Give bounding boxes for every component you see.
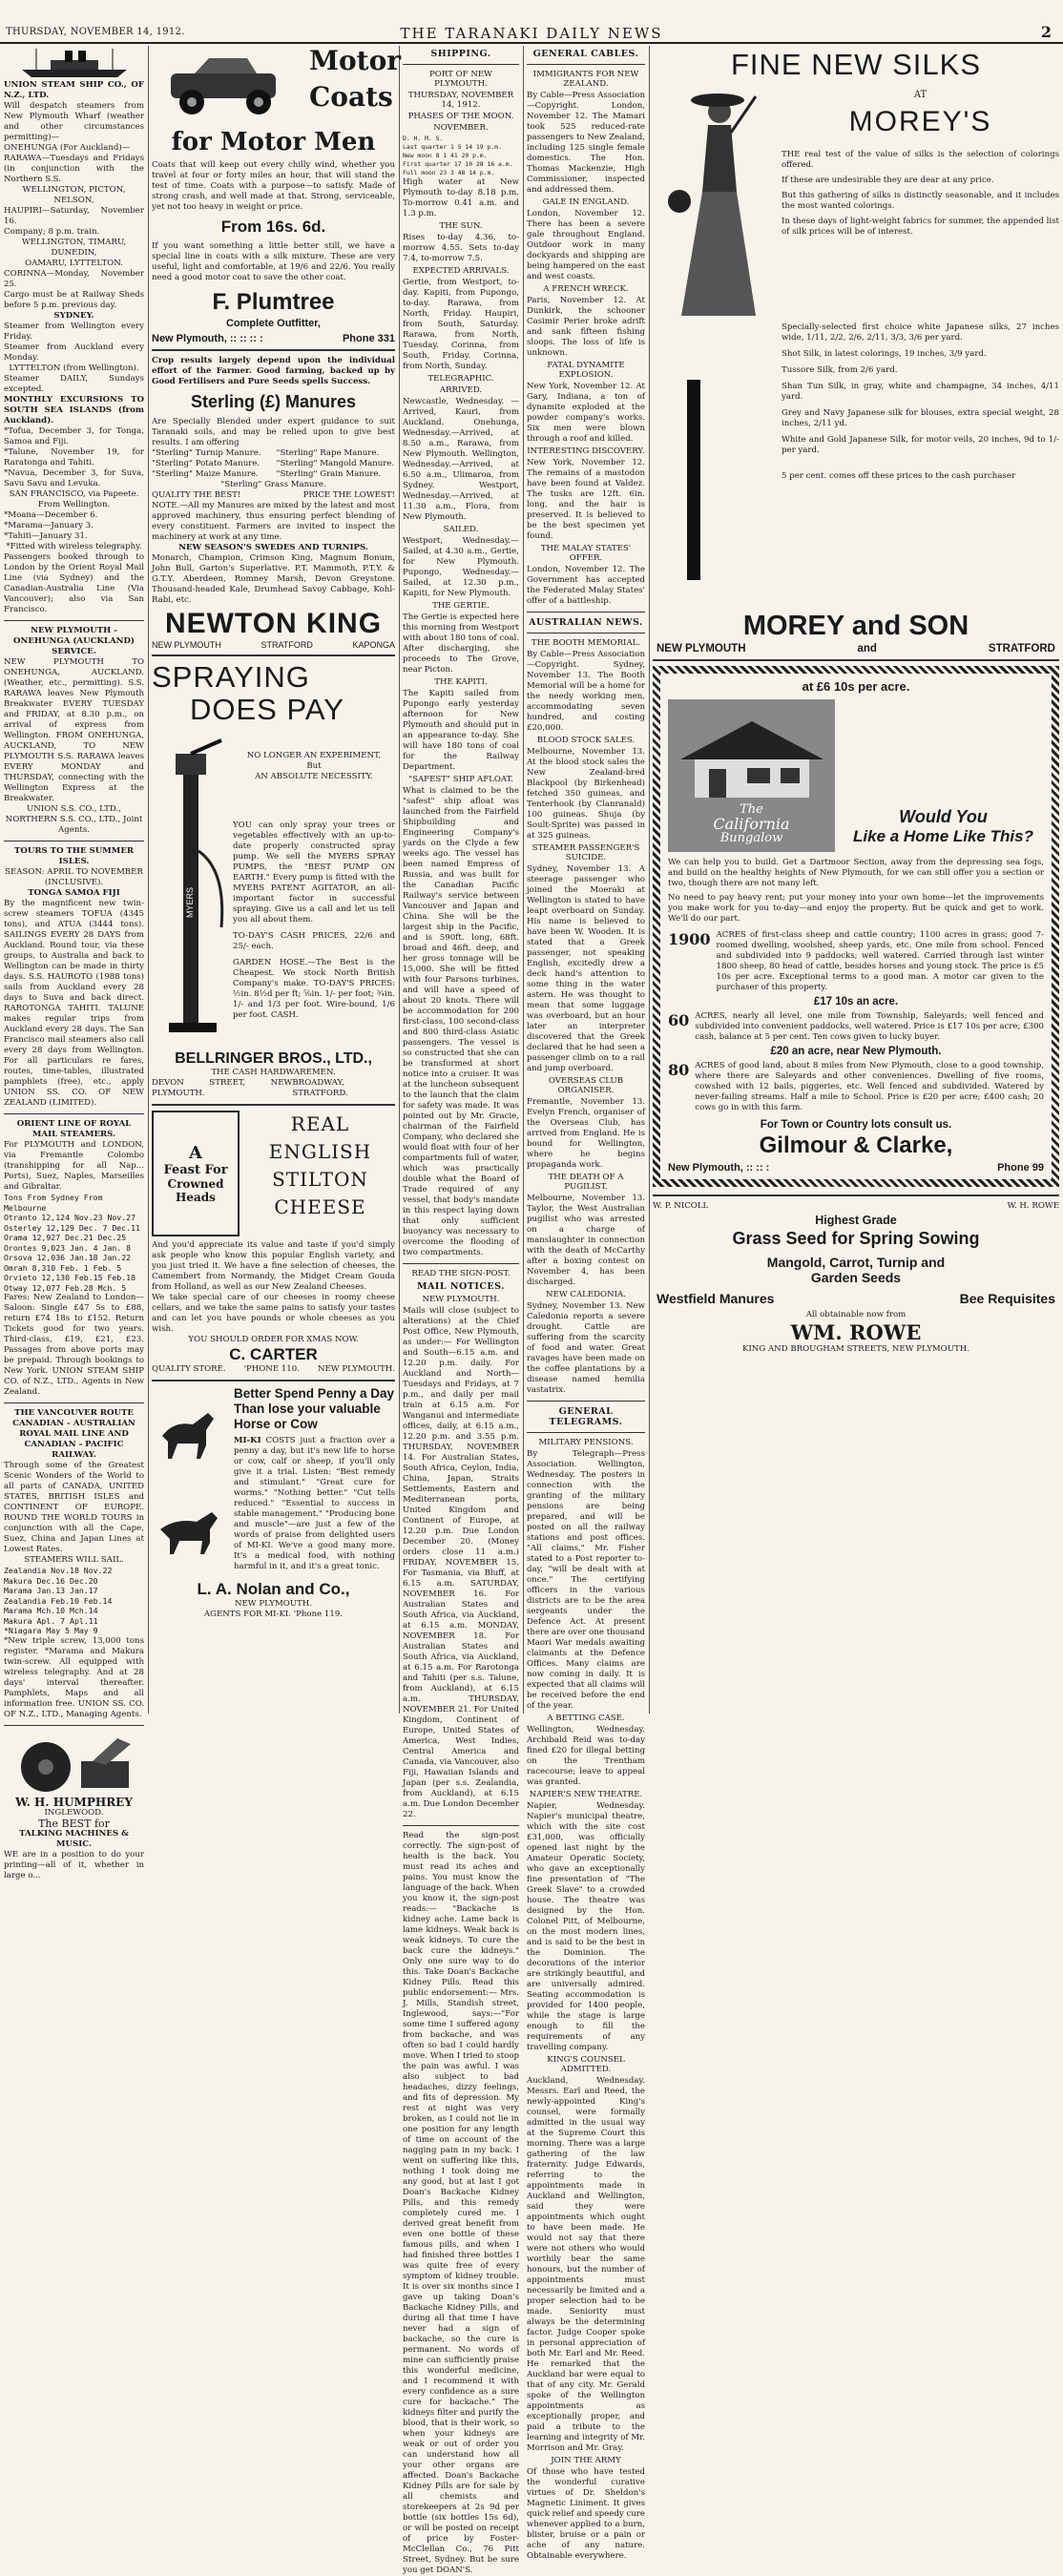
telegram-heading: A BETTING CASE. xyxy=(547,1714,625,1723)
plumtree-phone: Phone 331 xyxy=(342,333,395,344)
sterling-quality: QUALITY THE BEST! xyxy=(152,490,241,500)
town-label: STRATFORD xyxy=(988,643,1055,654)
plumtree-name: F. Plumtree xyxy=(212,289,335,315)
gertie-heading: THE GERTIE. xyxy=(432,601,490,611)
mail-text: Mails will close (subject to alterations) at the Chief Post Office, New Plymouth, as under:— For Wellington and South—6.15 a.m. and 12.20 p.m. daily. For Auckland and North—Tuesdays and Fridays, at 7 p.m., and daily per mail train at 6.15 a.m. For Wanganui and intermediate offices, daily, at 6.15 a.m., 12.20 p.m. and 3.55 p.m. THURSDAY, NOVEMBER 14. For Australian States, South Africa, Ceylon, India, China, Japan, Straits Settlements, Eastern and Mediterranean ports, United Kingdom and Continent of Europe, at 12.20 p.m. Due London December 20. (Money orders close 11 a.m.) FRIDAY, NOVEMBER 15. For Tasmania, via Bluff, at 6.15 a.m. SATURDAY, NOVEMBER 16. For Australian States and South Africa, via Auckland, at 6.15 a.m. MONDAY, NOVEMBER 18. For Australian States and South Africa, via Auckland, at 6.15 a.m. For Rarotonga and Tahiti (per s.s. Talune, from Auckland), at 6.15 a.m. THURSDAY, NOVEMBER 21. For United Kingdom, Continent of Europe, United States of America, West Indies, Central America and Canada, via Vancouver, also Fiji, Hawaiian Islands and Japan (per s.s. Zealandia, from Auckland), at 6.15 a.m. Due London December 22. xyxy=(403,1306,519,1819)
footer-label: NEW PLYMOUTH. xyxy=(317,1364,395,1374)
stilton-heading-3: STILTON xyxy=(272,1168,368,1191)
footer-label: QUALITY STORE. xyxy=(152,1364,226,1374)
steamship-icon xyxy=(4,46,144,80)
lot-text: ACRES of first-class sheep and cattle country; 1100 acres in grass; good 7-roomed dwelling, woolshed, sheep yards, etc. One mile from school. Fenced and subdivided into 9 paddocks; well watered. Carried through last winter 1800 sheep, 80 head of cattle, besides horses and young stock. The price is £5 10s per acre. Exceptional terms to a good man. A motor car given to the purchaser of this property. xyxy=(716,930,1044,992)
spraying-body: YOU can only spray your trees or vegetables effectively with an up-to-date properly constructed spray pump. We sell the MYERS SPRAY PUMPS, the "BEST PUMP ON EARTH." Every pump is fitted with the MYERS PATENT AGITATOR, an all-important factor in successful spraying. Give us a call and let us tell you all about them. xyxy=(233,821,395,924)
kapiti-heading: THE KAPITI. xyxy=(434,677,488,687)
silks-heading: FINE NEW SILKS xyxy=(730,48,982,81)
telegram-text: Napier, Wednesday. Napier's municipal theatre, which with the site cost £31,000, was officially opened last night by the Amateur Operatic Society, who gave an exceptionally fine presentation of "The Greek Slave" to a crowded house. The theatre was designed by the Hon. Colonel Pitt, of Melbourne, on the most modern lines, and is said to be the best in the Dominion. The decorations of the interior are strikingly beautiful, and are universally admired. Seating accommodation is provided for 1400 people, while the stage is large enough to fill the requirements of any travelling company. xyxy=(527,1801,645,2052)
sun-text: Rises to-day 4.36, to-morrow 4.55. Sets to-day 7.4, to-morrow 7.5. xyxy=(403,233,519,263)
arrived-heading: ARRIVED. xyxy=(439,385,483,395)
table-row: *Niagara May 5 May 9 xyxy=(4,1626,98,1635)
rowe-label: W. H. ROWE xyxy=(1007,1201,1059,1211)
mail-subheading: NEW PLYMOUTH. xyxy=(422,1295,500,1304)
masthead xyxy=(0,0,1063,44)
rowe-bee: Bee Requisites xyxy=(959,1291,1055,1306)
aus-text: Sydney, November 13. New Caledonia reports a severe drought. Cattle are suffering from the scarcity of food and water. Great ravages have been made on the coffee plantations by a disease named hemilia vastatrix. xyxy=(527,1301,645,1395)
motor-heading-3: for Motor Men xyxy=(171,128,376,156)
uss-line: RARAWA—Tuesdays and Fridays (in conjunction with the Northern S.S. xyxy=(4,154,144,184)
sterling-price: PRICE THE LOWEST! xyxy=(302,490,395,500)
kapiti-text: The Kapiti sailed from Pupongo early yesterday afternoon for New Plymouth and should put in an appearance to-day. She will have 180 tons of coal for the Railway Department. xyxy=(403,689,519,772)
sterling-lead: Crop results largely depend upon the individual effort of the Farmer. Good farming, backed up by Good Fertilisers and Pure Seeds spells Success. xyxy=(152,356,395,386)
uss-line: SAN FRANCISCO, via Papeete. xyxy=(9,489,139,499)
address-label: BROADWAY, STRATFORD. xyxy=(292,1078,348,1098)
table-row: Orama 12,927 Dec.21 Dec.25 xyxy=(4,1233,127,1242)
motor-body-2: If you want something a little better still, we have a special line in coats with a silk mixture. These are very useful, light and comfortable, at 19/6 and 22/6. You really need a good motor coat to save the other coat. xyxy=(152,241,395,282)
table-row: First quarter 17 10 28 16 a.m. xyxy=(403,160,513,168)
table-row: Orsova 12,036 Jan.18 Jan.22 xyxy=(4,1253,132,1262)
uss-line: Steamer from Wellington every Friday. xyxy=(4,322,144,342)
sterling-title: Sterling (£) Manures xyxy=(190,392,357,411)
list-item: "Sterling" Grain Manure. xyxy=(276,469,382,479)
spraying-tag-1: NO LONGER AN EXPERIMENT, xyxy=(246,751,382,760)
cable-heading: GALE IN ENGLAND. xyxy=(542,197,630,207)
town-label: NEW PLYMOUTH xyxy=(657,643,746,654)
lot-text: ACRES of good land, about 8 miles from New Plymouth, close to a good township, where there are Saleyards and other conveniences. Dwelling of five rooms, cowshed with 12 bails, piggeries, etc. Well fenced and subdivided. Watered by never-failing streams. Half a mile to School. Price is £20 per acre; £400 cash; 20 cows go in with this farm. xyxy=(695,1061,1044,1112)
table-row: Orvieto 12,130 Feb.15 Feb.18 xyxy=(4,1273,136,1282)
address-label: DEVON STREET, NEW PLYMOUTH. xyxy=(152,1078,293,1098)
humphrey-town: INGLEWOOD. xyxy=(44,1807,104,1818)
sterling-swedes: NEW SEASON'S SWEDES AND TURNIPS. xyxy=(178,543,368,552)
telegram-heading: JOIN THE ARMY xyxy=(551,2456,621,2465)
column-display-ads xyxy=(653,46,1059,1714)
lot-number: 1900 xyxy=(668,930,711,948)
telegram-text: Auckland, Wednesday. Messrs. Earl and Reed, the newly-appointed King's counsel, were formally admitted in the usual way at the Supreme Court this morning. There was a large gathering of the law fraternity. Judge Edwards, referring to the appointments made in Auckland and Wellington, said they were appointments which ought to have been made. He would not say that there were not others who would worthily bear the same honours, but the number of appointments must necessarily be limited and a proper selection had to be made. Seniority must always be the determining factor. Judge Cooper spoke in personal appreciation of both Mr. Earl and Mr. Reed. He remarked that the Auckland bar were equal to that of any city. Mr. Gerald spoke of the Wellington appointments as exceptionally proper, and paid a tribute to the learning and integrity of Mr. Morrison and Mr. Gray. xyxy=(527,2076,646,2453)
uss-line: Cargo must be at Railway Sheds before 5 p.m. previous day. xyxy=(4,290,144,310)
table-row: Otway 12,077 Feb.28 Mch. 5 xyxy=(4,1282,127,1293)
signpost-heading: READ THE SIGN-POST. xyxy=(411,1269,511,1278)
gilmour-clarke-name: Gilmour & Clarke, xyxy=(759,1132,953,1158)
uss-body: Will despatch steamers from New Plymouth Wharf (weather and other circumstances permitting)— xyxy=(4,101,144,142)
decorative-bar xyxy=(687,380,700,580)
motor-body: Coats that will keep out every chilly wind, whether you travel at four or forty miles an hour, that will stand the test of time. Coats with a purpose—to satisfy. Made of strong crash, and well made at that. Strong, serviceable, yet not too heavy in weight or price. xyxy=(152,160,395,212)
cable-heading: INTERESTING DISCOVERY. xyxy=(527,447,645,456)
bungalow-question-1: Would You xyxy=(899,807,988,826)
uss-line: MONTHLY EXCURSIONS TO SOUTH SEA ISLANDS (from Auckland). xyxy=(4,395,144,426)
uss-line: WELLINGTON, PICTON, NELSON, xyxy=(22,185,126,205)
town-country-lots: For Town or Country lots consult us. xyxy=(760,1119,952,1131)
table-row: Marama Jan.13 Jan.17 xyxy=(4,1586,98,1595)
uss-line: Steamer DAILY, Sundays excepted. xyxy=(4,374,144,394)
column-shipping-news xyxy=(403,46,519,2575)
sterling-body: Are Specially Blended under expert guidance to suit Taranaki soils, and may be relied upon to give best results. I am offering xyxy=(152,417,395,447)
rowe-manures: Westfield Manures xyxy=(657,1291,775,1306)
table-row: Otranto 12,124 Nov.23 Nov.27 xyxy=(4,1213,136,1222)
sailed-text: Westport, Wednesday.—Sailed, at 4.30 a.m., Gertie, for New Plymouth. Pupongo, Wednesday.—Sailed, at 12.30 p.m., Kapiti, for New Plymouth. xyxy=(403,536,519,598)
aus-text: Fremantle, November 13. Evelyn French, organiser of the Overseas Club, has arrived from England. He is bound for Wellington, where he begins propaganda work. xyxy=(527,1097,645,1170)
silk-price-item: Tussore Silk, from 2/6 yard. xyxy=(782,365,898,375)
silks-intro: THE real test of the value of silks is the selection of colorings offered. xyxy=(782,150,1059,170)
vancouver-body: Through some of the Greatest Scenic Wonders of the World to all parts of CANADA, UNITED STATES, BRITISH ISLES and CONTINENT OF EUROPE. ROUND THE WORLD TOURS in conjunction with all the Cape, Suez, China and Japan Lines at Lowest Rates. xyxy=(4,1461,144,1554)
gramophone-icon xyxy=(4,1731,144,1797)
sterling-seed-list: Monarch, Champion, Crimson King, Magnum Bonum, John Bull, Garton's Superlative. P.T. Mammoth, P.T.Y. & G.T.Y. Aberdeen, Romney Marsh, Devon Greystone. Thousand-headed Kale, Drumhead Savoy Cabbage, Kohl-Rabi, etc. xyxy=(152,553,395,605)
humphrey-best: The BEST for xyxy=(38,1817,110,1830)
safest-ship-text: What is claimed to be the "safest" ship afloat was launched from the Fairfield Shipbuilding and Engineering Company's yards on the Clyde a few weeks ago. The vessel has been named Empress of Russia, and was built for the Canadian Pacific Railway's service between Vancouver and Japan and China. She will be the largest ship in the Pacific, and is 590ft. long, 68ft. broad and 46ft. deep, and her gross tonnage will be 15,000. She will be fitted with four Parsons turbines, and will have a speed of about 20 knots. There will be accommodation for 200 first-class, 100 second-class and 800 third-class Asiatic passengers. The vessel is so constructed that she can be transformed at short notice into a cruiser. It was at the luncheon subsequent to the launch that the claim for safety was made. It was pointed out by Mr. Gracie, chairman of the Fairfield Company, who declared she would float with four of her compartments full of water, which was practically double what the Board of Trade required of any vessel, that body's mandate in this respect laying down that only sufficient buoyancy was necessary to overcome the flooding of two compartments. xyxy=(403,786,519,1257)
uss-title: UNION STEAM SHIP CO., OF N.Z., LTD. xyxy=(4,80,144,100)
uss-line: Steamer from Auckland every Monday. xyxy=(4,343,144,363)
uss-line: CORINNA—Monday, November 25. xyxy=(4,269,144,289)
humphrey-name: W. H. HUMPHREY xyxy=(15,1795,133,1809)
nolan-name: L. A. Nolan and Co., xyxy=(197,1580,350,1598)
list-item: "Sterling" Mangold Manure. xyxy=(276,459,395,468)
lot-number: 60 xyxy=(668,1011,690,1029)
onehunga-title: NEW PLYMOUTH - ONEHUNGA (AUCKLAND) SERVICE. xyxy=(13,626,135,656)
telegram-heading: KING'S COUNSEL ADMITTED. xyxy=(547,2055,625,2074)
column-cables xyxy=(527,46,646,2561)
silk-price-item: Grey and Navy Japanese silk for blouses, extra special weight, 28 inches, 2/11 yd. xyxy=(782,408,1059,428)
islands-season: SEASON: APRIL TO NOVEMBER (INCLUSIVE). xyxy=(5,867,143,887)
cash-discount: 5 per cent. comes off these prices to the cash purchaser xyxy=(782,471,1016,481)
table-row: Full moon 23 3 48 14 p.m. xyxy=(403,169,495,177)
illustration-text: Crowned Heads xyxy=(167,1177,224,1204)
rowe-name: WM. ROWE xyxy=(790,1320,922,1344)
miki-brand: MI-KI xyxy=(234,1436,261,1445)
orient-title: ORIENT LINE OF ROYAL MAIL STEAMERS. xyxy=(16,1119,132,1139)
miki-body: COSTS just a fraction over a penny a day, but it's new life to horse or cow, calf or sheep, if you'll only give it a trial. Listen: "Best remedy and stimulant." "Great cure for worms." "Nothing better." "Cut tells reduced." "Essential to success in stable management." "Producing bone and muscle"—are just a few of the words of praise from delighted users of MI-KI. We've a good many more. It's a medical food, with nothing harmful in it, and it's a great tonic. xyxy=(234,1436,395,1571)
stilton-heading-2: ENGLISH xyxy=(268,1140,372,1163)
motor-heading-1: Motor xyxy=(309,45,402,76)
tide-text: High water at New Plymouth to-day 8.18 p.m. To-morrow 0.41 a.m. and 1.3 p.m. xyxy=(403,177,519,218)
gilmour-phone: Phone 99 xyxy=(997,1162,1044,1174)
aus-heading: BLOOD STOCK SALES. xyxy=(536,736,636,745)
newspaper-title: THE TARANAKI DAILY NEWS xyxy=(400,25,663,42)
lot-number: 80 xyxy=(668,1061,690,1079)
footer-label: 'PHONE 110. xyxy=(243,1364,300,1374)
nolan-town: NEW PLYMOUTH. xyxy=(234,1599,312,1609)
orient-tail: Fares: New Zealand to London—Saloon: Single £47 5s to £88, return £74 18s to £152. Return Tickets good for two years. Third-class, £19, £21, £23. Passages from above ports may be prepaid. Through bookings to New York. UNION STEAM SHIP CO. of N.Z., LTD., Agents in New Zealand. xyxy=(4,1293,144,1397)
cable-text: London, November 12. The Government has accepted the Federated Malay States' offer of a battleship. xyxy=(527,565,645,606)
stilton-body: And you'd appreciate its value and taste if you'd simply ask people who know this popular English variety, and you just tried it. We have a fine selection of cheeses, the Camembert from Normandy, the Midget Cream Gouda from Holland, as well as our New Zealand Cheeses. xyxy=(152,1240,395,1292)
list-item: "Sterling" Potato Manure. xyxy=(152,459,261,468)
islands-title: TOURS TO THE SUMMER ISLES. xyxy=(13,846,135,866)
illustration-text: A xyxy=(189,1143,202,1163)
spraying-tag-3: AN ABSOLUTE NECESSITY. xyxy=(255,772,373,781)
town-label: STRATFORD xyxy=(261,640,313,650)
plumtree-town: New Plymouth, :: :: :: : xyxy=(152,333,263,344)
stilton-xmas: YOU SHOULD ORDER FOR XMAS NOW. xyxy=(188,1335,359,1344)
silk-price-item: White and Gold Japanese Silk, for motor veils, 20 inches, 9d to 1/- per yard. xyxy=(782,435,1059,455)
uss-line: From Wellington. xyxy=(37,500,111,509)
table-row: Omrah 8,310 Feb. 1 Feb. 5 xyxy=(4,1262,122,1273)
cable-heading: IMMIGRANTS FOR NEW ZEALAND. xyxy=(532,70,639,89)
aus-text: Sydney, November 13. A steerage passenger who joined the Moeraki at Wellington is stated to have leapt overboard on Sunday. His name is believed to have been W. Wooden. It is stated that a Greek passenger, not speaking English, excitedly drew a deck hand's attention to some thing in the water astern. He was thought to mean that some luggage was overboard, but an hour later an interpreter discovered that the Greek declared that he had seen a passenger climb on to a rail and jump overboard. xyxy=(527,864,645,1073)
newton-king-name: NEWTON KING xyxy=(164,608,383,639)
bungalow-question-2: Like a Home Like This? xyxy=(853,827,1033,845)
lady-illustration xyxy=(653,84,772,322)
list-item: "Sterling" Rape Manure. xyxy=(276,448,380,458)
horse-illustration xyxy=(152,1386,228,1577)
stilton-heading-1: REAL xyxy=(290,1112,350,1135)
motor-price: From 16s. 6d. xyxy=(220,218,326,236)
lot-price: £20 an acre, near New Plymouth. xyxy=(770,1046,942,1057)
spraying-heading-1: SPRAYING xyxy=(152,660,310,694)
expected-heading: EXPECTED ARRIVALS. xyxy=(412,266,510,276)
doans-advert-text: Read the sign-post correctly. The sign-post of health is the back. You must read its aches and pains. You must know the language of the back. When you know it, the sign-post reads:— "Backache is kidney ache. Lame back is lame kidneys. Weak back is weak kidneys. To cure the back cure the kidneys." Only one sure way to do this. Take Doan's Backache Kidney Pills. Read this public endorsement:— Mrs. J. Mills, Standish street, Inglewood, says:—"For some time I suffered agony from backache, and was often so bad I could hardly move. When I tried to stoop the pain was awful. I was also subject to bad headaches, dizzy feelings, and fits of depression. My rest at night was very broken, as I could not lie in one position for any length of time on account of the nagging pain in my back. I went on suffering like this, nothing I took doing me any good, but at last I got Doan's Backache Kidney Pills, and this remedy completely cured me. I derived great benefit from even one bottle of these famous pills, and when I had finished three bottles I was quite free of every symptom of kidney trouble. It is over six months since I gave up taking Doan's Backache Kidney Pills, and during all that time I have never had a sign of backache, so the cure is permanent. No words of mine can sufficiently praise this wonderful medicine, and I recommend it with every confidence as a sure cure for backache." The kidneys filter and purify the blood, that is their work, so when your kidneys are weak or out of order you can understand how all your other organs are affected. Doan's Backache Kidney Pills are for sale by all chemists and storekeepers at 2s 9d per bottle (six bottles 15s 6d), or will be posted on receipt of price by Foster-McClellan Co., 76 Pitt Street, Sydney. But be sure you get DOAN'S. xyxy=(403,1831,519,2575)
spraying-tag-2: But xyxy=(306,761,322,771)
uss-line: HAUPIRI—Saturday, November 16. xyxy=(4,206,144,226)
stilton-heading-4: CHEESE xyxy=(274,1195,366,1218)
cable-text: New York, November 12. The remains of a mastodon have been found at Valdez. The tusks are 12ft. 6in. long, and the hair is preserved. It is believed to be the best specimen yet found. xyxy=(527,458,645,541)
carter-name: C. CARTER xyxy=(229,1345,318,1363)
islands-body: By the magnificent new twin-screw steamers TOFUA (4345 tons), and ATUA (3444 tons). SAILINGS EVERY 28 DAYS from Auckland. Round tour, via these groups, to Australia and back to Wellington can be made in thirty days. S.S. HAUROTO (1988 tons) sails from Auckland every 28 days to Suva and back direct. RAROTONGA TAHITI. TALUNE makes regular trips from Auckland every 28 days. The San Francisco mail steamers also call every 28 days from Wellington. For all particulars re fares, routes, time-tables, illustrated pamphlets (free), etc., apply UNION SS. CO. OF NEW ZEALAND (LIMITED). xyxy=(4,899,144,1108)
list-item: "Sterling" Turnip Manure. xyxy=(152,448,261,458)
uss-line: *Talune, November 19, for Raratonga and Tahiti. xyxy=(4,447,144,467)
plumtree-sub: Complete Outfitter, xyxy=(225,318,321,329)
masthead-date: THURSDAY, NOVEMBER 14, 1912. xyxy=(6,27,185,37)
moon-table xyxy=(403,135,519,177)
table-row: Zealandia Feb.10 Feb.14 xyxy=(4,1595,113,1606)
uss-line: *Fitted with wireless telegraphy. xyxy=(6,542,142,551)
spray-pump-icon xyxy=(152,732,233,1047)
shipping-date: THURSDAY, NOVEMBER 14, 1912. xyxy=(407,91,514,110)
table-row: Last quarter 1 5 14 19 p.m. xyxy=(403,143,502,151)
rowe-heading-2: Grass Seed for Spring Sowing xyxy=(732,1229,980,1248)
town-label: and xyxy=(857,643,877,654)
uss-line: *Marama—January 3. xyxy=(4,521,94,530)
table-row: Marama Mch.10 Mch.14 xyxy=(4,1606,98,1615)
sterling-note: NOTE.—All my Manures are mixed by the latest and most approved machinery, thus ensuring perfect blending of every constituent. Farmers are invited to inspect the machinery at work at any time. xyxy=(152,501,395,542)
rowe-heading-3: Mangold, Carrot, Turnip and xyxy=(766,1255,946,1270)
table-row: Osterley 12,129 Dec. 7 Dec.11 xyxy=(4,1222,140,1233)
uss-line: LYTTELTON (from Wellington). xyxy=(9,364,139,373)
bellringer-name: BELLRINGER BROS., LTD., xyxy=(175,1050,372,1067)
mail-notices-heading: MAIL NOTICES. xyxy=(417,1281,505,1292)
uss-line: SYDNEY. xyxy=(53,311,94,321)
spraying-prices: TO-DAY'S CASH PRICES, 22/6 and 25/- each. xyxy=(233,931,395,951)
spraying-hose: GARDEN HOSE.—The Best is the Cheapest. We stock North British Company's make. TO-DAY'S PRICES: ½in. 8½d per ft; ⅝in. 1/- per foot; ¾in. 1/- and 1/3 per foot. Wire-bound, 1/6 per foot. CASH. xyxy=(233,958,395,1020)
rowe-address: KING AND BROUGHAM STREETS, NEW PLYMOUTH. xyxy=(742,1344,969,1354)
vancouver-tail: *New triple screw, 13,000 tons register. *Marama and Makura twin-screw. All equipped with wireless telegraphy. And at 28 days' interval thereafter. Pamphlets, Maps and all information free. UNION SS. CO. OF N.Z., LTD., Managing Agents. xyxy=(4,1635,144,1719)
australian-news-heading: AUSTRALIAN NEWS. xyxy=(529,617,643,628)
orient-table xyxy=(4,1193,144,1293)
humphrey-what: TALKING MACHINES & MUSIC. xyxy=(19,1828,129,1849)
port-heading: PORT OF NEW PLYMOUTH. xyxy=(429,70,492,89)
table-row: Makura Apl. 7 Apl.11 xyxy=(4,1615,98,1626)
cable-text: Paris, November 12. At Dunkirk, the schooner Casimir Perier broke adrift and sank fifteen fishing sloops. The loss of life is unknown. xyxy=(527,296,645,358)
uss-line: Passengers booked through to London by the Orient Royal Mail Line (via Sydney) and the Canadian-Australia Line (Via Vancouver); also via San Francisco. xyxy=(4,552,144,614)
moreys-name: MOREY'S xyxy=(848,106,992,137)
expected-text: Gertie, from Westport, to-day. Kapiti, from Pupongo, to-day. Rarawa, from North, Friday. Haupiri, from South, Saturday. Rarawa, from North, Tuesday. Corinna, from South, Friday. Corinna, from North, Sunday. xyxy=(403,278,519,371)
aus-text: By Cable—Press Association—Copyright. Sydney, November 13. The Booth Memorial will be a home for the needy working men, accommodating seven hundred, and costing £20,000. xyxy=(527,650,645,733)
vancouver-sub: STEAMERS WILL SAIL. xyxy=(24,1555,124,1565)
cables-heading: GENERAL CABLES. xyxy=(532,49,639,59)
gertie-text: The Gertie is expected here this morning from Westport with about 180 tons of coal. After discharging, she proceeds to The Grove, near Picton. xyxy=(403,613,519,675)
telegram-text: Wellington, Wednesday. Archibald Reid was to-day fined £20 for illegal betting on the Trentham racecourse; leave to appeal was granted. xyxy=(527,1725,645,1787)
list-item: "Sterling" Maize Manure. xyxy=(152,469,259,479)
page-number: 2 xyxy=(1040,23,1052,41)
bungalow-border xyxy=(653,666,1059,1187)
sailed-heading: SAILED. xyxy=(443,525,479,534)
nolan-footer: AGENTS FOR MI-KI. 'Phone 119. xyxy=(203,1610,344,1619)
cable-text: London, November 12. There has been a severe gale throughout England. Outdoor work in many dockyards and shipping are being hampered on the east and west coasts. xyxy=(527,209,645,281)
bungalow-body: We can help you to build. Get a Dartmoor Section, away from the depressing sea fogs, and build on the healthy heights of New Plymouth, for we can still offer you a section or two, though there are not many left. xyxy=(668,858,1044,888)
printing-notice: WE are in a position to do your printing—all of it, whether in large o... xyxy=(4,1849,144,1880)
uss-lines xyxy=(4,143,144,615)
table-header: Tons From Sydney From Melbourne xyxy=(4,1193,103,1213)
onehunga-agents: UNION S.S. CO., LTD., NORTHERN S.S. CO., LTD., Joint Agents. xyxy=(5,804,143,835)
cable-heading: A FRENCH WRECK. xyxy=(543,284,629,294)
nicoll-label: W. P. NICOLL xyxy=(653,1201,709,1211)
cable-text: New York, November 12. At Gary, Indiana, a ton of dynamite exploded at the powder company's works. Six men were blown through a roof and killed. xyxy=(527,382,645,444)
moon-heading: PHASES OF THE MOON. xyxy=(407,112,514,121)
lot-price: £17 10s an acre. xyxy=(813,996,899,1008)
illustration-text: California xyxy=(713,814,790,833)
bungalow-illustration xyxy=(668,699,835,852)
telegram-heading: MILITARY PENSIONS. xyxy=(538,1438,634,1447)
rowe-heading-4: Garden Seeds xyxy=(810,1270,902,1285)
aus-heading: STEAMER PASSENGER'S SUICIDE. xyxy=(532,843,640,862)
cable-heading: FATAL DYNAMITE EXPLOSION. xyxy=(547,361,625,380)
telegram-text: By Telegraph—Press Association. Wellington, Wednesday. The posters in connection with the granting of the military pensions are being prepared, and will be posted on all the railway stations and post offices. "All claims," Mr. Fisher stated to a Post reporter to-day, "will be dealt with at once." The certifying officers in the various districts are to be the area sergeants under the Defence Act. At present there are over one thousand Maori War medals awaiting claimants at the Defence Offices. Many claims are now coming in daily. It is expected that all claims will be received before the end of the year. xyxy=(527,1449,645,1711)
silk-price-item: Specially-selected first choice white Japanese silks, 27 inches wide, 1/11, 2/2, 2/6, 2/11, 3/3, 3/6 per yard. xyxy=(782,322,1059,343)
table-row: Orontes 9,023 Jan. 4 Jan. 8 xyxy=(4,1242,132,1253)
onehunga-body: NEW PLYMOUTH TO ONEHUNGA, AUCKLAND. (Weather, etc., permitting). S.S. RARAWA leaves New Plymouth Breakwater EVERY TUESDAY and FRIDAY, at 8.30 p.m., on arrival of express from Wellington. FROM ONEHUNGA, AUCKLAND, TO NEW PLYMOUTH S.S. RARAWA leaves EVERY MONDAY and THURSDAY, connecting with the Wellington Express at the Breakwater. xyxy=(4,657,144,803)
bellringer-sub: THE CASH HARDWAREMEN. xyxy=(211,1068,336,1077)
crowned-heads-illustration xyxy=(152,1111,240,1236)
column-shipping-ads xyxy=(4,46,144,1880)
uss-line: *Tahiti—January 31. xyxy=(4,531,88,541)
town-label: NEW PLYMOUTH xyxy=(152,640,221,650)
illustration-text: The xyxy=(740,801,763,817)
cable-text: By Cable—Press Association—Copyright. London, November 12. The Mamari took 525 reduced-rate passengers to New Zealand, including 125 single female domestics. The Hon. Thomas Mackenzie, High Commissioner, inspected and addressed them. xyxy=(527,91,645,195)
shipping-heading: SHIPPING. xyxy=(430,49,491,59)
uss-line: ONEHUNGA (For Auckland)— xyxy=(4,143,131,153)
aus-heading: OVERSEAS CLUB ORGANISER. xyxy=(548,1076,624,1095)
table-row: Zealandia Nov.18 Nov.22 xyxy=(4,1566,113,1575)
morey-and-son-name: MOREY and SON xyxy=(742,611,969,641)
islands-grid: TONGA SAMOA FIJI xyxy=(28,888,120,898)
silk-price-item: Shan Tun Silk, in gray, white and champagne, 34 inches, 4/11 yard. xyxy=(782,382,1059,402)
aus-text: Melbourne, November 13. At the blood stock sales the New Zealand-bred Blackpool (by Birkenhead) fetched 350 guineas, and Tenterhook (by Clanranald) 100 guineas. Shuja (by Soult-Sprite) was passed in at 325 guineas. xyxy=(527,747,645,841)
arrived-text: Newcastle, Wednesday. — Arrived, Kauri, from Auckland. Onehunga, Wednesday.—Arrived, at 8.50 a.m., Rarawa, from New Plymouth. Wellington, Wednesday.—Arrived, at 6.50 a.m., Ulimaroa, from Sydney. Westport, Wednesday.—Arrived, at 11.30 a.m., Flora, from New Plymouth. xyxy=(403,397,519,522)
list-item: "Sterling" Grass Manure. xyxy=(220,480,326,489)
moon-month: NOVEMBER. xyxy=(433,123,489,133)
uss-line: *Tofua, December 3, for Tonga, Samoa and Fiji. xyxy=(4,426,144,447)
lot-text: ACRES, nearly all level, one mile from Township, Saleyards; well fenced and subdivided into convenient paddocks, well watered. Price is £17 10s per acre; £300 cash, balance at 5 per cent. Ten cows given to lucky buyer. xyxy=(695,1011,1044,1042)
vancouver-table xyxy=(4,1566,144,1636)
spraying-heading-2: DOES PAY xyxy=(190,693,344,726)
sun-heading: THE SUN. xyxy=(439,221,483,231)
cable-heading: THE MALAY STATES' OFFER. xyxy=(540,544,632,563)
uss-line: *Navua, December 3, for Suva, Savu Savu and Levuka. xyxy=(4,468,144,488)
bungalow-body-2: No need to pay heavy rent; put your money into your own home—let the improvements you make work for you to-day—and enjoy the property. But be quick and get to work. We'll do our part. xyxy=(668,893,1044,924)
gilmour-town: New Plymouth, :: :: : xyxy=(668,1162,770,1174)
bungalow-price: at £6 10s per acre. xyxy=(802,679,910,694)
telegraphic-heading: TELEGRAPHIC. xyxy=(427,374,494,384)
silks-para-1: If these are undesirable they are dear at any price. xyxy=(782,176,994,185)
aus-heading: THE BOOTH MEMORIAL. xyxy=(531,638,641,648)
aus-heading: THE DEATH OF A PUGILIST. xyxy=(548,1173,624,1192)
town-label: KAPONGA xyxy=(352,640,395,650)
rowe-heading-1: Highest Grade xyxy=(815,1214,897,1227)
miki-heading: Better Spend Penny a Day Than lose your valuable Horse or Cow xyxy=(234,1386,395,1431)
stilton-body-2: We take special care of our cheeses in roomy cheese cellars, and we take the same pains to satisfy your tastes and can let you have pounds or whole cheeses as you wish. xyxy=(152,1293,395,1334)
safest-ship-heading: "SAFEST" SHIP AFLOAT. xyxy=(408,775,513,784)
silks-para-3: In these days of light-weight fabrics for summer, the appended list of silk prices will be of interest. xyxy=(782,217,1059,237)
rowe-obtainable: All obtainable now from xyxy=(805,1310,907,1319)
table-row: Makura Dec.16 Dec.20 xyxy=(4,1575,98,1586)
pump-brand-label: MYERS xyxy=(184,886,195,918)
uss-line: Company; 8 p.m. train. xyxy=(4,227,100,237)
telegram-text: Of those who have tested the wonderful curative virtues of Dr. Sheldon's Magnetic Liniment. It gives quick relief and speedy cure whenever applied to a burn, blister, bruise or a pain or ache of any nature. Obtainable everywhere. xyxy=(527,2467,645,2561)
motor-heading-2: Coats xyxy=(309,81,393,113)
aus-text: Melbourne, November 13. Taylor, the West Australian pugilist who was arrested on a charge of manslaughter in connection with the death of McCarthy after a boxing contest on November 4, has been discharged. xyxy=(527,1194,645,1287)
silks-para-2: But this gathering of silks is distinctly seasonable, and it includes the most wanted colorings. xyxy=(782,191,1059,211)
sterling-list xyxy=(152,448,395,490)
silk-price-item: Shot Silk, in latest colorings, 19 inches, 3/9 yard. xyxy=(782,349,987,359)
uss-line: *Moana—December 6. xyxy=(4,510,98,520)
uss-line: WELLINGTON, TIMARU, DUNEDIN, xyxy=(21,238,127,258)
column-local-ads xyxy=(152,45,402,1714)
table-row: New moon 8 1 41 20 p.m. xyxy=(403,152,488,159)
silks-at: AT xyxy=(913,90,928,100)
aus-heading: NEW CALEDONIA. xyxy=(546,1290,626,1299)
vancouver-title: THE VANCOUVER ROUTE CANADIAN - AUSTRALIAN ROYAL MAIL LINE AND CANADIAN - PACIFIC RAILWAY. xyxy=(12,1408,135,1460)
table-row: D. H. M. S. xyxy=(403,135,444,142)
telegram-heading: NAPIER'S NEW THEATRE. xyxy=(529,1790,643,1799)
uss-line: OAMARU, LYTTELTON. xyxy=(25,259,123,268)
illustration-text: Feast For xyxy=(163,1163,228,1177)
general-telegrams-heading: GENERAL TELEGRAMS. xyxy=(549,1406,623,1427)
illustration-text: Bungalow xyxy=(719,830,783,845)
orient-body: For PLYMOUTH and LONDON, via Fremantle Colombo (transhipping for all Nap... Ports), Suez, Naples, Marseilles and Gibraltar. xyxy=(4,1140,144,1192)
motor-car-icon xyxy=(152,52,295,118)
